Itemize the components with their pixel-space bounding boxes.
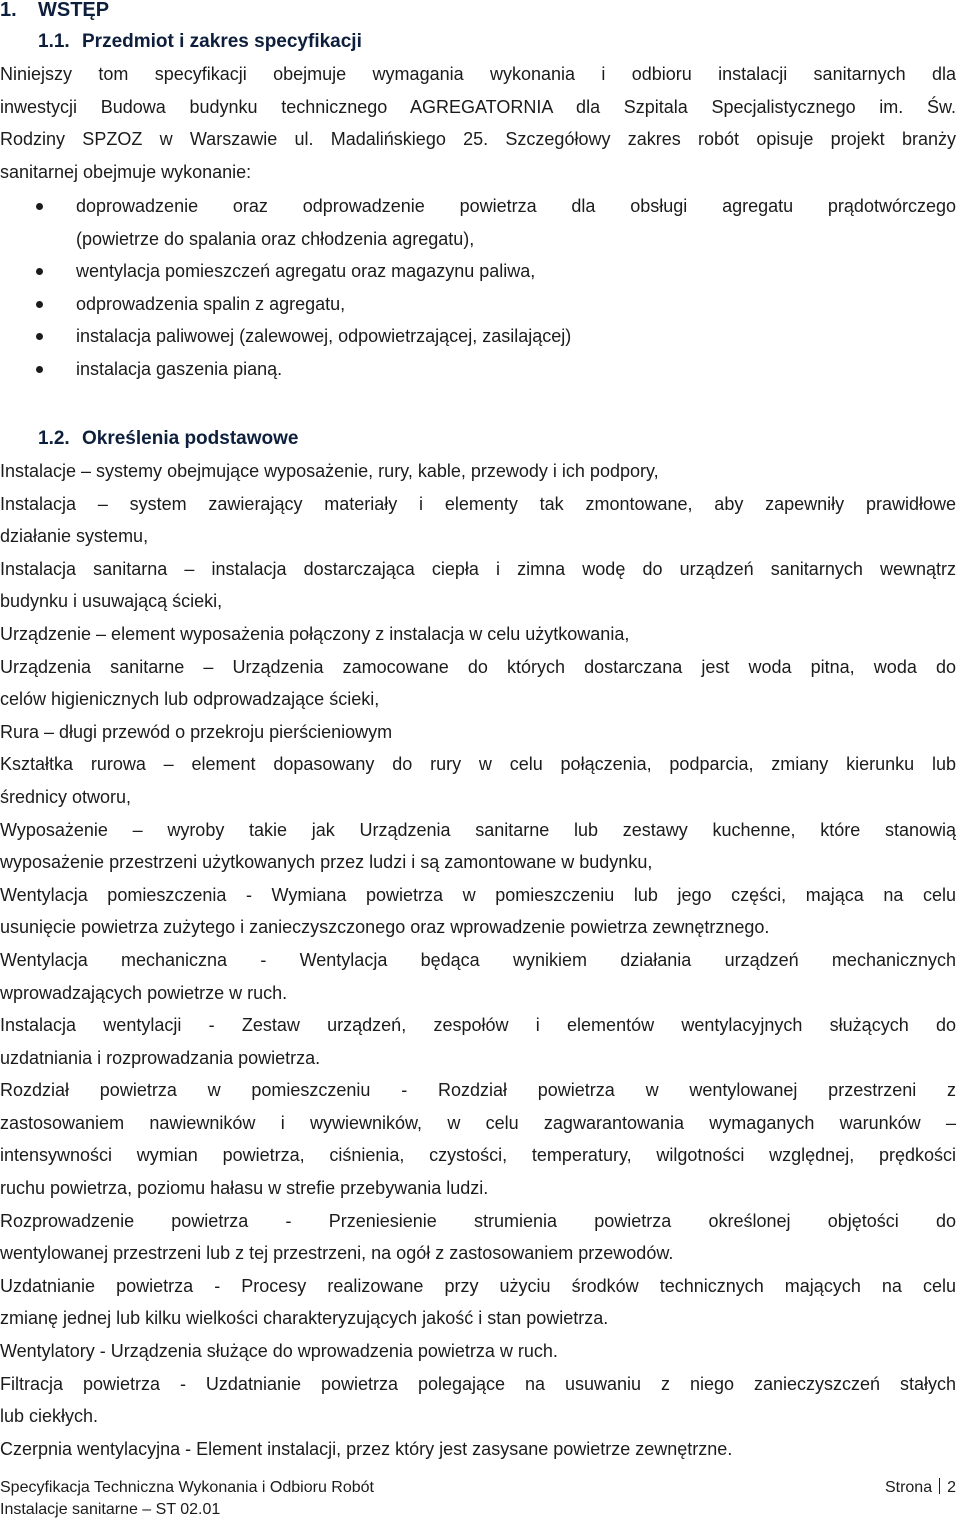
definition-item [0,1074,956,1204]
definition-item [0,1368,956,1433]
bullet-line: wentylacja pomieszczeń agregatu oraz magazynu paliwa, [76,261,536,282]
page-separator [939,1478,940,1494]
section-heading-1-1 [38,29,362,55]
section-heading-1-2 [38,426,298,452]
footer-subtitle: Instalacje sanitarne – ST 02.01 [0,1501,221,1518]
bullet-line: instalacja gaszenia pianą. [76,358,283,379]
chapter-number: 1. [0,0,17,21]
intro-line: Niniejszy tom specyfikacji obejmuje wymagania wykonania i odbioru instalacji sanitarnych dla [0,64,956,84]
definition-line: Instalacja – system zawierający materiały i elementy tak zmontowane, aby zapewniły prawidłowe [0,493,956,514]
definition-item [0,879,956,944]
page-label: Strona [884,1479,933,1496]
bullet-item [0,288,956,321]
definition-line: Wyposażenie – wyroby takie jak Urządzenia sanitarne lub zestawy kuchenne, które stanowią [0,819,956,840]
definition-line: Wentylacja mechaniczna - Wentylacja będąca wynikiem działania urządzeń mechanicznych [0,949,956,970]
bullet-line: instalacja paliwowej (zalewowej, odpowietrzającej, zasilającej) [76,326,572,347]
intro-line: sanitarnej obejmuje wykonanie: [0,161,252,182]
page-footer [0,1477,956,1521]
bullet-dot-icon [36,333,43,340]
definition-line: Uzdatnianie powietrza - Procesy realizowane przy użyciu środków technicznych mających na celu [0,1275,956,1296]
definition-item [0,1335,956,1368]
definition-line: wyposażenie przestrzeni użytkowanych przez ludzi i są zamontowane w budynku, [0,852,653,873]
bullet-item [0,353,956,386]
intro-paragraph [0,58,956,188]
definition-line: Wentylatory - Urządzenia służące do wprowadzenia powietrza w ruch. [0,1341,558,1362]
definition-line: zmianę jednej lub kilku wielkości charakteryzujących jakość i stan powietrza. [0,1308,609,1329]
definition-line: lub ciekłych. [0,1406,99,1427]
chapter-title: WSTĘP [38,0,110,21]
definition-item [0,651,956,716]
definition-line: Rozprowadzenie powietrza - Przeniesienie strumienia powietrza określonej objętości do [0,1210,956,1231]
bullet-line: odprowadzenia spalin z agregatu, [76,293,346,314]
definition-line: Urządzenia sanitarne – Urządzenia zamocowane do których dostarczana jest woda pitna, woda do [0,656,956,677]
intro-line: Rodziny SPZOZ w Warszawie ul. Madalińskiego 25. Szczegółowy zakres robót opisuje projekt branży [0,129,956,150]
definition-item [0,1009,956,1074]
page-indicator [885,1477,956,1499]
bullet-item [0,255,956,288]
definition-line: uzdatniania i rozprowadzania powietrza. [0,1047,321,1068]
definition-line: usunięcie powietrza zużytego i zanieczyszczonego oraz wprowadzenie powietrza zewnętrznego. [0,917,770,938]
definition-line: Instalacja sanitarna – instalacja dostarczająca ciepła i zimna wodę do urządzeń sanitarnych wewnątrz [0,558,956,579]
section-number: 1.1. [38,31,70,52]
bullet-line: (powietrze do spalania oraz chłodzenia agregatu), [76,228,475,249]
bullet-dot-icon [36,301,43,308]
definition-line: Rozdział powietrza w pomieszczeniu - Rozdział powietrza w wentylowanej przestrzeni z [0,1080,956,1101]
definition-line: intensywności wymian powietrza, ciśnienia, czystości, temperatury, wilgotności względnej, prędkości [0,1145,956,1166]
definition-line: działanie systemu, [0,526,149,547]
definition-line: Rura – długi przewód o przekroju pierścieniowym [0,721,393,742]
definition-item [0,748,956,813]
definition-item [0,488,956,553]
definition-line: ruchu powietrza, poziomu hałasu w strefie przebywania ludzi. [0,1178,489,1199]
bullet-dot-icon [36,203,43,210]
definition-line: Czerpnia wentylacyjna - Element instalacji, przez który jest zasysane powietrze zewnętrzne. [0,1438,733,1459]
definition-line: budynku i usuwającą ścieki, [0,591,223,612]
definition-item [0,553,956,618]
definition-line: wentylowanej przestrzeni lub z tej przestrzeni, na ogół z zastosowaniem przewodów. [0,1243,674,1264]
definition-item [0,944,956,1009]
definition-line: zastosowaniem nawiewników i wywiewników, w celu zagwarantowania wymaganych warunków – [0,1112,956,1133]
definition-item [0,814,956,879]
definition-line: Kształtka rurowa – element dopasowany do rury w celu połączenia, podparcia, zmiany kierunku lub [0,754,956,775]
page-number: 2 [947,1479,956,1496]
definition-line: Urządzenie – element wyposażenia połączony z instalacja w celu użytkowania, [0,623,630,644]
definition-line: Instalacje – systemy obejmujące wyposażenie, rury, kable, przewody i ich podpory, [0,461,659,481]
definition-line: Wentylacja pomieszczenia - Wymiana powietrza w pomieszczeniu lub jego części, mająca na celu [0,884,956,905]
section-number: 1.2. [38,428,70,449]
definition-line: celów higienicznych lub odprowadzające ścieki, [0,689,380,710]
bullet-dot-icon [36,268,43,275]
definition-line: wprowadzających powietrze w ruch. [0,982,288,1003]
footer-title: Specyfikacja Techniczna Wykonania i Odbioru Robót [0,1479,374,1496]
scope-bullet-list [0,190,956,386]
definition-item [0,455,956,488]
bullet-item [0,190,956,255]
intro-line: inwestycji Budowa budynku technicznego AGREGATORNIA dla Szpitala Specjalistycznego im. Św. [0,96,956,117]
definition-item [0,716,956,749]
definition-item [0,1433,956,1466]
definition-line: Instalacja wentylacji - Zestaw urządzeń, zespołów i elementów wentylacyjnych służących do [0,1015,956,1036]
bullet-dot-icon [36,366,43,373]
definition-item [0,1205,956,1270]
definition-item [0,618,956,651]
bullet-item [0,320,956,353]
definition-item [0,1270,956,1335]
bullet-line: doprowadzenie oraz odprowadzenie powietrza dla obsługi agregatu prądotwórczego [76,196,956,216]
section-title: Przedmiot i zakres specyfikacji [82,31,362,52]
definition-line: średnicy otworu, [0,786,132,807]
definition-line: Filtracja powietrza - Uzdatnianie powietrza polegające na usuwaniu z niego zanieczyszczeń stałych [0,1373,956,1394]
section-title: Określenia podstawowe [82,428,299,449]
chapter-heading [0,0,109,23]
definitions-list [0,455,956,1465]
